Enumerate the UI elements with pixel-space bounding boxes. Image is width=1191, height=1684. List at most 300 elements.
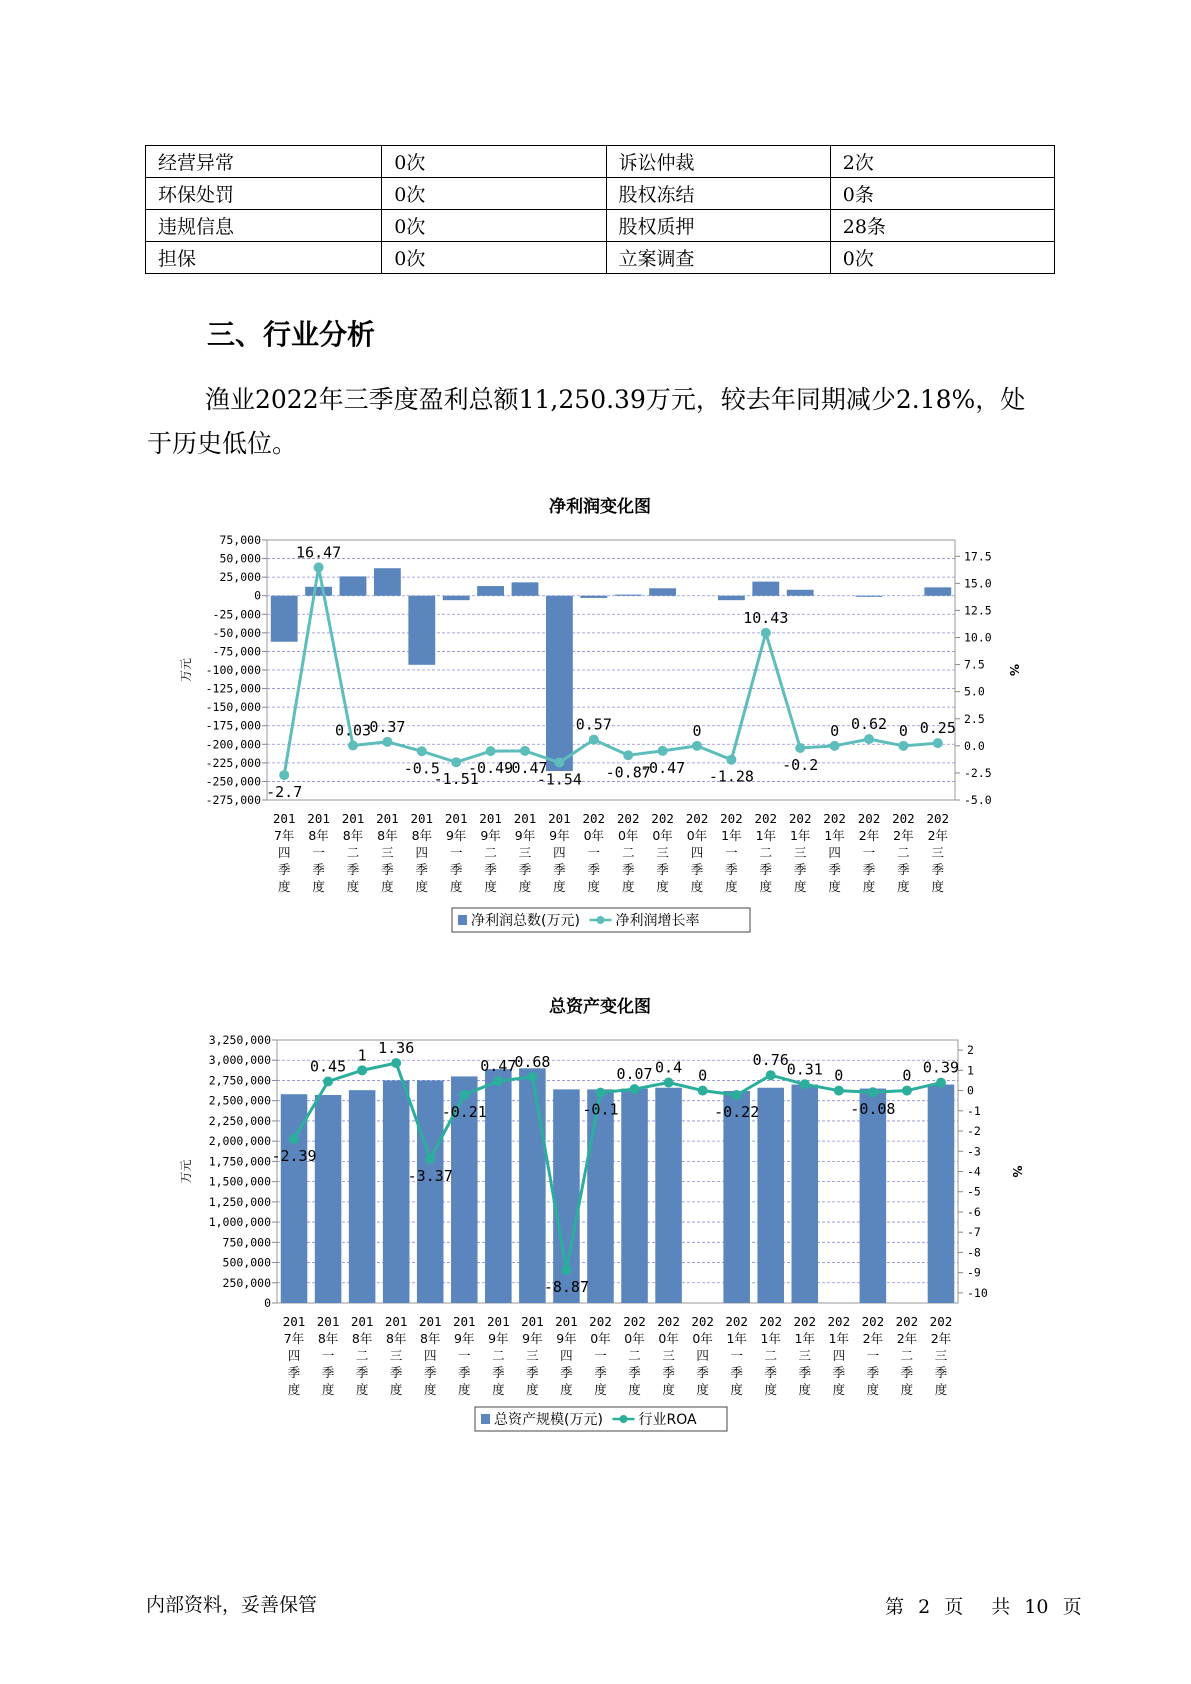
- x-tick-label: 度: [321, 1382, 335, 1397]
- x-tick-label: 三: [526, 1348, 539, 1363]
- x-tick-label: 三: [798, 1348, 812, 1363]
- data-label: 0: [830, 721, 840, 740]
- bar: [374, 568, 401, 595]
- line-point: [864, 734, 874, 744]
- net-profit-chart: [0, 490, 1191, 950]
- x-tick-label: 度: [764, 1382, 777, 1397]
- x-tick-label: 四: [423, 1348, 437, 1363]
- line-point: [561, 1265, 571, 1275]
- data-label: 0.76: [752, 1051, 789, 1070]
- bar: [546, 596, 573, 771]
- x-tick-label: 一: [862, 845, 876, 860]
- y-tick-label: 1,500,000: [208, 1174, 271, 1189]
- x-tick-label: 1年: [726, 1331, 747, 1346]
- line-point: [279, 770, 289, 780]
- x-tick-label: 度: [381, 879, 394, 894]
- table-row: [146, 242, 1055, 274]
- x-tick-label: 202: [926, 811, 950, 826]
- total-assets-chart-svg: [0, 990, 1191, 1450]
- x-tick-label: 季: [628, 1365, 641, 1380]
- table-cell: 立案调查: [606, 242, 830, 274]
- data-label: -0.21: [441, 1102, 487, 1121]
- x-tick-label: 季: [458, 1365, 471, 1380]
- y2-tick-label: -7: [967, 1225, 981, 1240]
- bar: [649, 588, 676, 595]
- x-tick-label: 二: [346, 845, 360, 860]
- x-tick-label: 202: [861, 1314, 885, 1329]
- plot-frame: [267, 540, 955, 800]
- line-point: [348, 741, 358, 751]
- y-tick-label: 0: [264, 1296, 271, 1310]
- x-tick-label: 度: [287, 1382, 301, 1397]
- x-tick-label: 202: [929, 1314, 953, 1329]
- x-tick-label: 202: [725, 1314, 748, 1329]
- x-tick-label: 度: [553, 879, 566, 894]
- x-tick-label: 度: [277, 879, 291, 894]
- legend-bar-swatch: [481, 1414, 490, 1424]
- x-tick-label: 8年: [317, 1331, 339, 1346]
- x-tick-label: 四: [690, 845, 704, 860]
- x-tick-label: 9年: [488, 1331, 509, 1346]
- x-tick-label: 三: [381, 845, 394, 860]
- x-tick-label: 8年: [385, 1331, 407, 1346]
- x-tick-label: 度: [560, 1382, 573, 1397]
- bar: [485, 1069, 512, 1303]
- y2-tick-label: 5.0: [964, 684, 985, 699]
- x-tick-label: 9年: [445, 828, 467, 843]
- data-label: 0.31: [786, 1060, 823, 1079]
- y2-tick-label: 15.0: [964, 576, 992, 591]
- line-point: [417, 746, 427, 756]
- data-label: -0.08: [850, 1100, 896, 1119]
- bar: [723, 1091, 750, 1303]
- x-tick-label: 1年: [760, 1331, 781, 1346]
- x-tick-label: 度: [866, 1382, 880, 1397]
- table-cell: 股权冻结: [606, 178, 830, 210]
- y-tick-label: 250,000: [222, 1275, 271, 1290]
- chart-title: 净利润变化图: [549, 497, 651, 517]
- table-cell: 0次: [382, 210, 606, 242]
- x-tick-label: 201: [341, 811, 365, 826]
- x-tick-label: 8年: [377, 828, 398, 843]
- x-tick-label: 8年: [351, 1331, 373, 1346]
- bar: [512, 582, 539, 595]
- x-tick-label: 201: [384, 1314, 408, 1329]
- x-tick-label: 度: [897, 879, 910, 894]
- bar: [580, 596, 607, 598]
- data-label: -8.87: [543, 1278, 590, 1297]
- table-cell: 2次: [830, 146, 1054, 178]
- x-tick-label: 二: [355, 1348, 369, 1363]
- data-label: -0.47: [640, 758, 686, 777]
- x-tick-label: 季: [277, 862, 291, 877]
- x-tick-label: 2年: [858, 828, 880, 843]
- y-tick-label: -150,000: [205, 700, 261, 715]
- x-tick-label: 季: [662, 1365, 675, 1380]
- x-tick-label: 0年: [692, 1331, 713, 1346]
- x-tick-label: 度: [484, 879, 497, 894]
- y-axis-label: 万元: [179, 1159, 193, 1184]
- x-tick-label: 1年: [789, 828, 811, 843]
- bar: [718, 596, 745, 600]
- x-tick-label: 度: [594, 1382, 607, 1397]
- x-tick-label: 度: [793, 879, 807, 894]
- x-tick-label: 季: [484, 862, 497, 877]
- y2-tick-label: 17.5: [964, 549, 992, 564]
- bar: [519, 1068, 546, 1303]
- bar: [349, 1090, 376, 1303]
- risk-summary-table: [145, 145, 1055, 274]
- x-tick-label: 一: [594, 1348, 607, 1363]
- y-tick-label: -175,000: [205, 718, 261, 733]
- x-tick-label: 度: [389, 1382, 403, 1397]
- x-tick-label: 201: [307, 811, 330, 826]
- bar: [621, 1089, 648, 1303]
- bar: [305, 587, 332, 596]
- x-tick-label: 二: [621, 845, 635, 860]
- x-tick-label: 2年: [896, 1331, 918, 1346]
- line-point: [595, 1088, 605, 1098]
- data-label: -1.28: [708, 767, 754, 786]
- y2-tick-label: 2: [967, 1043, 974, 1058]
- line-point: [766, 1070, 776, 1080]
- y2-tick-label: 12.5: [964, 603, 992, 618]
- x-tick-label: 9年: [480, 828, 501, 843]
- x-tick-label: 0年: [583, 828, 605, 843]
- line-point: [795, 743, 805, 753]
- section-heading: 三、行业分析: [207, 318, 376, 351]
- x-tick-label: 202: [685, 811, 709, 826]
- x-tick-label: 四: [277, 845, 291, 860]
- legend-label: 净利润总数(万元): [471, 913, 580, 929]
- net-profit-chart-svg: [0, 490, 1191, 950]
- bar: [271, 596, 298, 642]
- x-tick-label: 0年: [617, 828, 639, 843]
- y-tick-label: -250,000: [205, 774, 261, 789]
- x-tick-label: 季: [449, 862, 463, 877]
- data-label: 0.62: [850, 715, 888, 734]
- table-cell: 0次: [382, 146, 606, 178]
- x-tick-label: 202: [759, 1314, 783, 1329]
- y-tick-label: 2,250,000: [208, 1113, 271, 1128]
- x-tick-label: 季: [346, 862, 360, 877]
- line-point: [289, 1134, 299, 1144]
- line-point: [800, 1079, 810, 1089]
- x-tick-label: 度: [458, 1382, 471, 1397]
- line-point: [589, 735, 599, 745]
- page-total: 10: [1024, 1596, 1049, 1618]
- x-tick-label: 度: [862, 879, 876, 894]
- x-tick-label: 0年: [624, 1331, 645, 1346]
- x-tick-label: 度: [832, 1382, 846, 1397]
- x-tick-label: 1年: [755, 828, 777, 843]
- y2-tick-label: 0.0: [964, 738, 985, 753]
- table-cell: 股权质押: [606, 210, 830, 242]
- bar: [477, 586, 504, 596]
- legend-line-marker: [597, 916, 605, 924]
- x-tick-label: 202: [857, 811, 881, 826]
- x-tick-label: 季: [656, 862, 669, 877]
- table-cell: 0次: [382, 242, 606, 274]
- x-tick-label: 四: [828, 845, 841, 860]
- bar: [383, 1080, 410, 1303]
- x-tick-label: 0年: [658, 1331, 679, 1346]
- x-tick-label: 季: [798, 1365, 812, 1380]
- line-point: [726, 755, 736, 765]
- x-tick-label: 度: [900, 1382, 914, 1397]
- data-label: -0.5: [403, 759, 440, 778]
- x-tick-label: 9年: [514, 828, 536, 843]
- x-tick-label: 季: [832, 1365, 846, 1380]
- x-tick-label: 二: [897, 845, 910, 860]
- data-label: -2.39: [271, 1146, 317, 1165]
- data-label: 0.4: [655, 1058, 683, 1077]
- data-label: -0.1: [582, 1100, 619, 1119]
- x-tick-label: 度: [423, 1382, 437, 1397]
- bar: [752, 582, 779, 596]
- y2-tick-label: -6: [967, 1204, 981, 1219]
- x-tick-label: 201: [521, 1314, 544, 1329]
- x-tick-label: 季: [828, 862, 841, 877]
- table-cell: 诉讼仲裁: [606, 146, 830, 178]
- table-cell: 0次: [382, 178, 606, 210]
- x-tick-label: 季: [492, 1365, 505, 1380]
- x-tick-label: 一: [321, 1348, 335, 1363]
- x-tick-label: 二: [492, 1348, 505, 1363]
- x-tick-label: 一: [458, 1348, 471, 1363]
- x-tick-label: 季: [621, 862, 635, 877]
- line-point: [554, 758, 564, 768]
- x-tick-label: 度: [415, 879, 429, 894]
- line-point: [520, 746, 530, 756]
- data-label: 0.47: [480, 1057, 517, 1076]
- x-tick-label: 201: [452, 1314, 476, 1329]
- data-label: 0: [834, 1066, 844, 1085]
- x-tick-label: 三: [662, 1348, 675, 1363]
- bar: [787, 590, 814, 596]
- analysis-paragraph: 渔业2022年三季度盈利总额11,250.39万元，较去年同期减少2.18%，处于历史低位。: [147, 385, 1026, 458]
- line-point: [493, 1076, 503, 1086]
- footer-confidential-note: 内部资料，妥善保管: [146, 1594, 318, 1616]
- x-tick-label: 度: [828, 879, 841, 894]
- x-tick-label: 一: [866, 1348, 880, 1363]
- x-tick-label: 202: [754, 811, 778, 826]
- x-tick-label: 度: [312, 879, 325, 894]
- y-tick-label: 75,000: [219, 533, 261, 547]
- y-tick-label: 2,500,000: [208, 1093, 271, 1108]
- x-tick-label: 0年: [590, 1331, 611, 1346]
- line-point: [630, 1084, 640, 1094]
- x-tick-label: 202: [589, 1314, 612, 1329]
- legend-line-marker: [620, 1415, 628, 1423]
- y-tick-label: 50,000: [219, 551, 261, 566]
- line-point: [459, 1090, 469, 1100]
- y-tick-label: 0: [254, 588, 261, 603]
- x-tick-label: 202: [895, 1314, 919, 1329]
- x-tick-label: 度: [934, 1382, 948, 1397]
- x-tick-label: 二: [764, 1348, 777, 1363]
- legend-bar-swatch: [458, 915, 467, 925]
- x-tick-label: 度: [346, 879, 360, 894]
- x-tick-label: 度: [621, 879, 635, 894]
- x-tick-label: 度: [518, 879, 532, 894]
- y2-tick-label: 1: [967, 1063, 974, 1078]
- x-tick-label: 二: [628, 1348, 641, 1363]
- x-tick-label: 二: [900, 1348, 914, 1363]
- line-point: [898, 741, 908, 751]
- bar: [315, 1095, 342, 1303]
- x-tick-label: 0年: [686, 828, 708, 843]
- x-tick-label: 度: [526, 1382, 539, 1397]
- x-tick-label: 202: [823, 811, 846, 826]
- data-label: -0.49: [468, 759, 514, 778]
- y2-tick-label: 7.5: [964, 657, 985, 672]
- line-point: [486, 746, 496, 756]
- bar: [791, 1085, 818, 1303]
- x-tick-label: 季: [560, 1365, 573, 1380]
- y2-axis-label: %: [1010, 1165, 1024, 1178]
- x-tick-label: 四: [832, 1348, 846, 1363]
- y2-tick-label: -2: [967, 1124, 981, 1139]
- table-cell: 0次: [830, 242, 1054, 274]
- x-tick-label: 季: [287, 1365, 301, 1380]
- x-tick-label: 202: [892, 811, 915, 826]
- x-tick-label: 季: [553, 862, 566, 877]
- y-tick-label: 500,000: [222, 1255, 271, 1270]
- data-label: 0.37: [369, 717, 406, 736]
- data-label: -0.47: [502, 758, 548, 777]
- bar: [443, 596, 470, 600]
- y-tick-label: -125,000: [205, 681, 261, 696]
- x-tick-label: 202: [582, 811, 606, 826]
- x-tick-label: 8年: [411, 828, 433, 843]
- x-tick-label: 度: [730, 1382, 743, 1397]
- y-tick-label: 1,750,000: [208, 1154, 271, 1169]
- x-tick-label: 季: [321, 1365, 335, 1380]
- data-label: 0.03: [334, 721, 372, 740]
- total-prefix: 共: [991, 1596, 1011, 1618]
- line-point: [664, 1077, 674, 1087]
- x-tick-label: 202: [788, 811, 812, 826]
- bar: [417, 1080, 444, 1303]
- line-point: [323, 1076, 333, 1086]
- total-assets-chart: [0, 990, 1191, 1450]
- y2-tick-label: -5: [967, 1184, 981, 1199]
- y-tick-label: -25,000: [212, 607, 261, 622]
- y2-tick-label: -3: [967, 1144, 981, 1159]
- bar: [587, 1089, 614, 1303]
- data-label: -2.7: [266, 783, 303, 802]
- x-tick-label: 度: [656, 879, 669, 894]
- x-tick-label: 季: [423, 1365, 437, 1380]
- x-tick-label: 三: [931, 845, 945, 860]
- table-row: [146, 178, 1055, 210]
- y-tick-label: 1,000,000: [208, 1215, 271, 1230]
- x-tick-label: 9年: [549, 828, 570, 843]
- x-tick-label: 201: [376, 811, 399, 826]
- x-tick-label: 9年: [454, 1331, 475, 1346]
- x-tick-label: 季: [862, 862, 876, 877]
- x-tick-label: 一: [725, 845, 738, 860]
- x-tick-label: 季: [518, 862, 532, 877]
- x-tick-label: 季: [934, 1365, 948, 1380]
- x-tick-label: 201: [513, 811, 537, 826]
- line-point: [658, 746, 668, 756]
- line-point: [698, 1086, 708, 1096]
- x-tick-label: 201: [487, 1314, 510, 1329]
- y2-tick-label: -5.0: [964, 793, 992, 807]
- x-tick-label: 四: [553, 845, 566, 860]
- x-tick-label: 8年: [308, 828, 329, 843]
- y-tick-label: 2,000,000: [208, 1134, 271, 1149]
- x-tick-label: 2年: [930, 1331, 952, 1346]
- y-tick-label: -75,000: [212, 644, 261, 659]
- line-point: [933, 738, 943, 748]
- bar: [408, 596, 435, 665]
- x-tick-label: 201: [555, 1314, 578, 1329]
- y2-axis-label: %: [1007, 663, 1021, 677]
- x-tick-label: 季: [759, 862, 773, 877]
- x-tick-label: 1年: [721, 828, 742, 843]
- x-tick-label: 季: [931, 862, 945, 877]
- data-label: 0: [692, 721, 702, 740]
- x-tick-label: 201: [444, 811, 468, 826]
- bar: [928, 1085, 955, 1303]
- x-tick-label: 度: [696, 1382, 709, 1397]
- line-point: [357, 1065, 367, 1075]
- y-tick-label: 3,250,000: [208, 1033, 271, 1047]
- x-tick-label: 度: [931, 879, 945, 894]
- data-label: 0: [698, 1066, 708, 1085]
- x-tick-label: 201: [350, 1314, 374, 1329]
- x-tick-label: 8年: [419, 1331, 441, 1346]
- x-tick-label: 度: [798, 1382, 812, 1397]
- line-point: [692, 741, 702, 751]
- x-tick-label: 一: [587, 845, 601, 860]
- x-tick-label: 202: [657, 1314, 680, 1329]
- table-cell: 担保: [146, 242, 382, 274]
- y-tick-label: -225,000: [205, 755, 261, 770]
- x-tick-label: 201: [548, 811, 571, 826]
- legend-label: 净利润增长率: [615, 913, 700, 929]
- bar: [860, 1089, 887, 1303]
- y-axis-label: 万元: [179, 657, 193, 683]
- y2-tick-label: -9: [967, 1265, 981, 1280]
- data-label: 16.47: [296, 543, 342, 562]
- x-tick-label: 9年: [522, 1331, 543, 1346]
- y-tick-label: -50,000: [212, 625, 261, 640]
- page-unit: 页: [944, 1596, 964, 1618]
- line-point: [425, 1154, 435, 1164]
- y2-tick-label: -1: [967, 1103, 981, 1118]
- y-tick-label: 25,000: [219, 570, 261, 585]
- x-tick-label: 7年: [273, 828, 295, 843]
- x-tick-label: 四: [287, 1348, 301, 1363]
- x-tick-label: 季: [866, 1365, 880, 1380]
- line-point: [834, 1086, 844, 1096]
- line-point: [732, 1090, 742, 1100]
- x-tick-label: 季: [594, 1365, 607, 1380]
- x-tick-label: 度: [449, 879, 463, 894]
- line-point: [902, 1086, 912, 1096]
- x-tick-label: 季: [381, 862, 394, 877]
- table-cell: 违规信息: [146, 210, 382, 242]
- data-label: 1.36: [378, 1039, 415, 1058]
- data-label: 1: [357, 1046, 367, 1065]
- x-tick-label: 202: [651, 811, 674, 826]
- x-tick-label: 度: [355, 1382, 369, 1397]
- x-tick-label: 季: [690, 862, 704, 877]
